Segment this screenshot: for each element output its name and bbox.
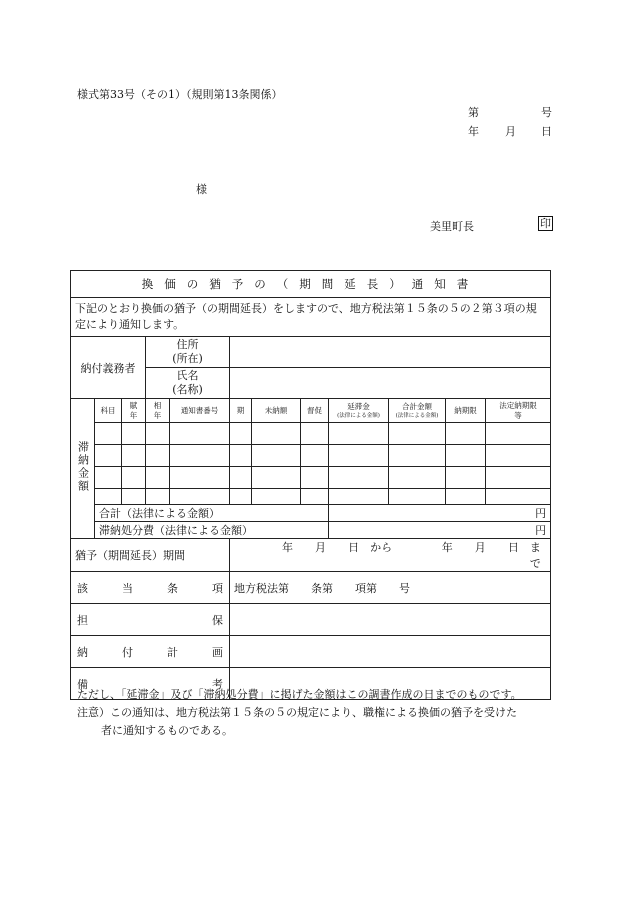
col-gokei: 合計金額 (法律による金額) (389, 399, 446, 423)
col-fuka: 賦 年 (122, 399, 146, 423)
address-field[interactable] (230, 337, 551, 368)
name-field[interactable] (230, 368, 551, 399)
col-entai: 延滞金 (法律による金額) (329, 399, 389, 423)
notice-form (70, 270, 550, 700)
remarks-label: 備 考 (71, 668, 230, 700)
clause-value: 地方税法第 条第 項第 号 (230, 572, 551, 604)
col-sou: 相 年 (146, 399, 170, 423)
period-label: 猶予（期間延長）期間 (71, 539, 230, 572)
col-tsuchi: 通知書番号 (170, 399, 230, 423)
plan-field[interactable] (230, 636, 551, 668)
plan-label: 納 付 計 画 (71, 636, 230, 668)
seal-mark: 印 (540, 217, 551, 230)
address-label: 住所 (所在) (146, 337, 230, 368)
col-mino: 未納額 (252, 399, 301, 423)
col-kamoku: 科目 (95, 399, 122, 423)
total-yen: 円 (329, 505, 551, 522)
table-row (71, 467, 551, 489)
date-day: 日 (541, 125, 552, 138)
shobun-label: 滞納処分費（法律による金額） (95, 522, 329, 539)
amount-label: 滞納金額 (71, 399, 95, 539)
note-proviso: ただし、「延滞金」及び「滞納処分費」に掲げた金額はこの調書作成の日までのものです。 (77, 688, 522, 701)
note-caution: 注意）この通知は、地方税法第１５条の５の規定により、職権による換価の猶予を受けた (77, 706, 517, 719)
clause-label: 該 当 条 項 (71, 572, 230, 604)
total-label: 合計（法律による金額） (95, 505, 329, 522)
security-label: 担 保 (71, 604, 230, 636)
col-ki: 期 (230, 399, 252, 423)
payer-label: 納付義務者 (71, 337, 146, 399)
date-year: 年 (468, 125, 479, 138)
note-caution-cont: 者に通知するものである。 (101, 724, 233, 737)
doc-number-dai: 第 (468, 106, 479, 119)
table-row (71, 445, 551, 467)
col-tokusoku: 督促 (301, 399, 329, 423)
col-houtei: 法定納期限 等 (486, 399, 551, 423)
intro-text: 下記のとおり換価の猶予（の期間延長）をしますので、地方税法第１５条の５の２第３項の規定により通知します。 (71, 298, 551, 337)
form-title: 換価の猶予の（期間延長）通知書 (71, 271, 551, 298)
period-value: 年 月 日 から 年 月 日 まで (230, 539, 551, 572)
footnotes (77, 686, 557, 740)
form-number: 様式第33号（その1）（規則第13条関係） (77, 88, 283, 101)
date-month: 月 (505, 125, 516, 138)
col-nouki: 納期限 (446, 399, 486, 423)
shobun-yen: 円 (329, 522, 551, 539)
addressee-sama: 様 (196, 183, 207, 196)
security-field[interactable] (230, 604, 551, 636)
table-row (71, 423, 551, 445)
doc-number-go: 号 (541, 106, 552, 119)
issuer-name: 美里町長 (430, 220, 474, 233)
table-row (71, 489, 551, 505)
name-label: 氏名 (名称) (146, 368, 230, 399)
